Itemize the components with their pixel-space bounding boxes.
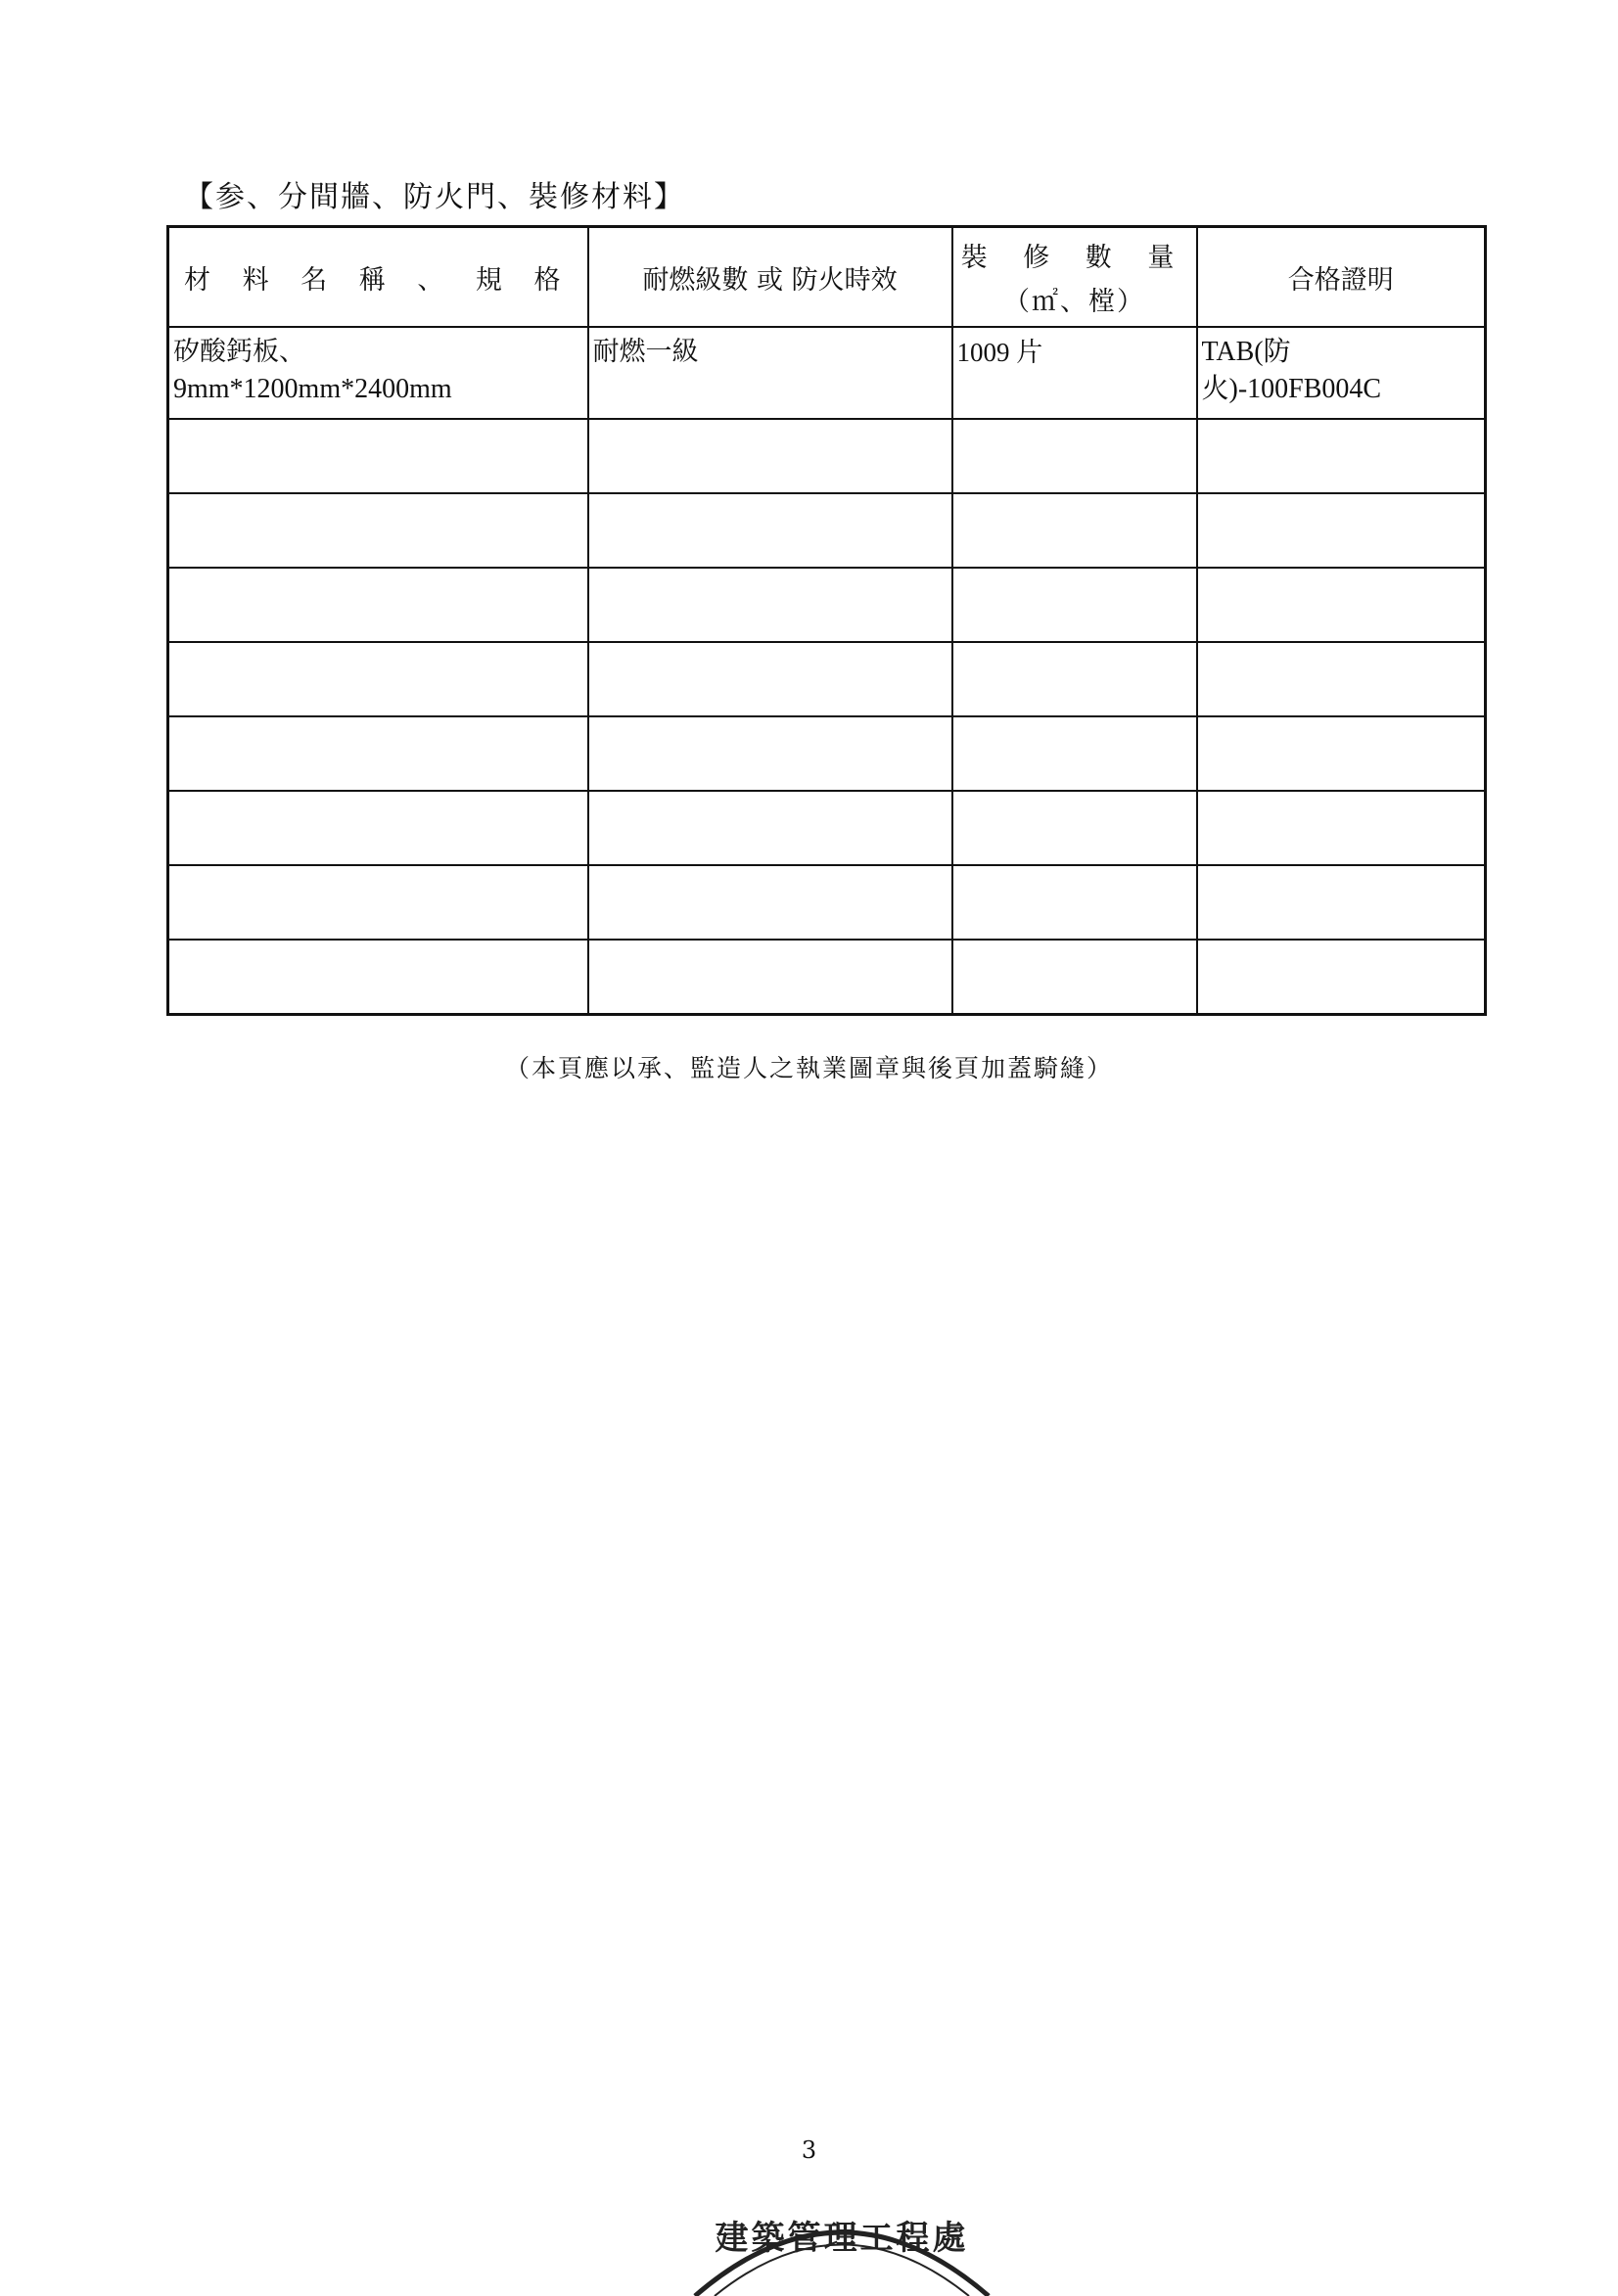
header-quantity-label: 裝 修 數 量 — [960, 243, 1188, 273]
cell-material-name — [168, 327, 588, 419]
svg-text:建築管理工程處: 建築管理工程處 — [715, 2219, 969, 2258]
empty-cell — [1197, 568, 1486, 642]
table-row — [168, 419, 1486, 493]
empty-cell — [588, 791, 952, 865]
page-number: 3 — [801, 2136, 817, 2164]
empty-cell — [952, 865, 1197, 940]
table-row — [168, 493, 1486, 568]
table-row — [168, 791, 1486, 865]
header-quantity — [952, 227, 1197, 328]
empty-cell — [1197, 940, 1486, 1015]
empty-cell — [588, 568, 952, 642]
empty-cell — [1197, 791, 1486, 865]
empty-cell — [588, 419, 952, 493]
certificate-line-2: 火)-100FB004C — [1201, 374, 1382, 404]
empty-cell — [168, 642, 588, 716]
table-row — [168, 568, 1486, 642]
seal-note: （本頁應以承、監造人之執業圖章與後頁加蓋騎縫） — [504, 1054, 1113, 1082]
empty-cell — [952, 940, 1197, 1015]
header-fire-grade: 耐燃級數 或 防火時效 — [588, 227, 952, 328]
table-row — [168, 327, 1486, 419]
empty-cell — [168, 940, 588, 1015]
empty-cell — [588, 716, 952, 791]
empty-cell — [588, 642, 952, 716]
materials-table — [166, 225, 1487, 1016]
header-certificate: 合格證明 — [1197, 227, 1486, 328]
table-header-row — [168, 227, 1486, 328]
empty-cell — [1197, 716, 1486, 791]
table-row — [168, 940, 1486, 1015]
cell-certificate — [1197, 327, 1486, 419]
section-title: 【参、分間牆、防火門、裝修材料】 — [184, 180, 685, 214]
empty-cell — [588, 940, 952, 1015]
empty-cell — [1197, 493, 1486, 568]
certificate-line-1: TAB(防 — [1201, 337, 1291, 367]
empty-cell — [168, 568, 588, 642]
empty-cell — [952, 419, 1197, 493]
empty-cell — [952, 791, 1197, 865]
empty-cell — [168, 865, 588, 940]
material-spec: 9mm*1200mm*2400mm — [173, 374, 452, 404]
empty-cell — [1197, 865, 1486, 940]
table-row — [168, 642, 1486, 716]
empty-cell — [168, 493, 588, 568]
empty-cell — [168, 716, 588, 791]
header-material-name: 材 料 名 稱 、 規 格 — [168, 227, 588, 328]
empty-cell — [952, 568, 1197, 642]
material-name: 矽酸鈣板、 — [173, 337, 305, 367]
table-row — [168, 865, 1486, 940]
empty-cell — [588, 865, 952, 940]
empty-cell — [168, 791, 588, 865]
cell-quantity: 1009 片 — [952, 327, 1197, 419]
empty-cell — [168, 419, 588, 493]
empty-cell — [952, 716, 1197, 791]
empty-cell — [1197, 419, 1486, 493]
empty-cell — [952, 493, 1197, 568]
cell-fire-grade: 耐燃一級 — [588, 327, 952, 419]
empty-cell — [1197, 642, 1486, 716]
header-quantity-unit: （㎡、樘） — [1003, 287, 1145, 317]
table-row — [168, 716, 1486, 791]
office-seal-stamp — [685, 2188, 998, 2296]
empty-cell — [952, 642, 1197, 716]
empty-cell — [588, 493, 952, 568]
